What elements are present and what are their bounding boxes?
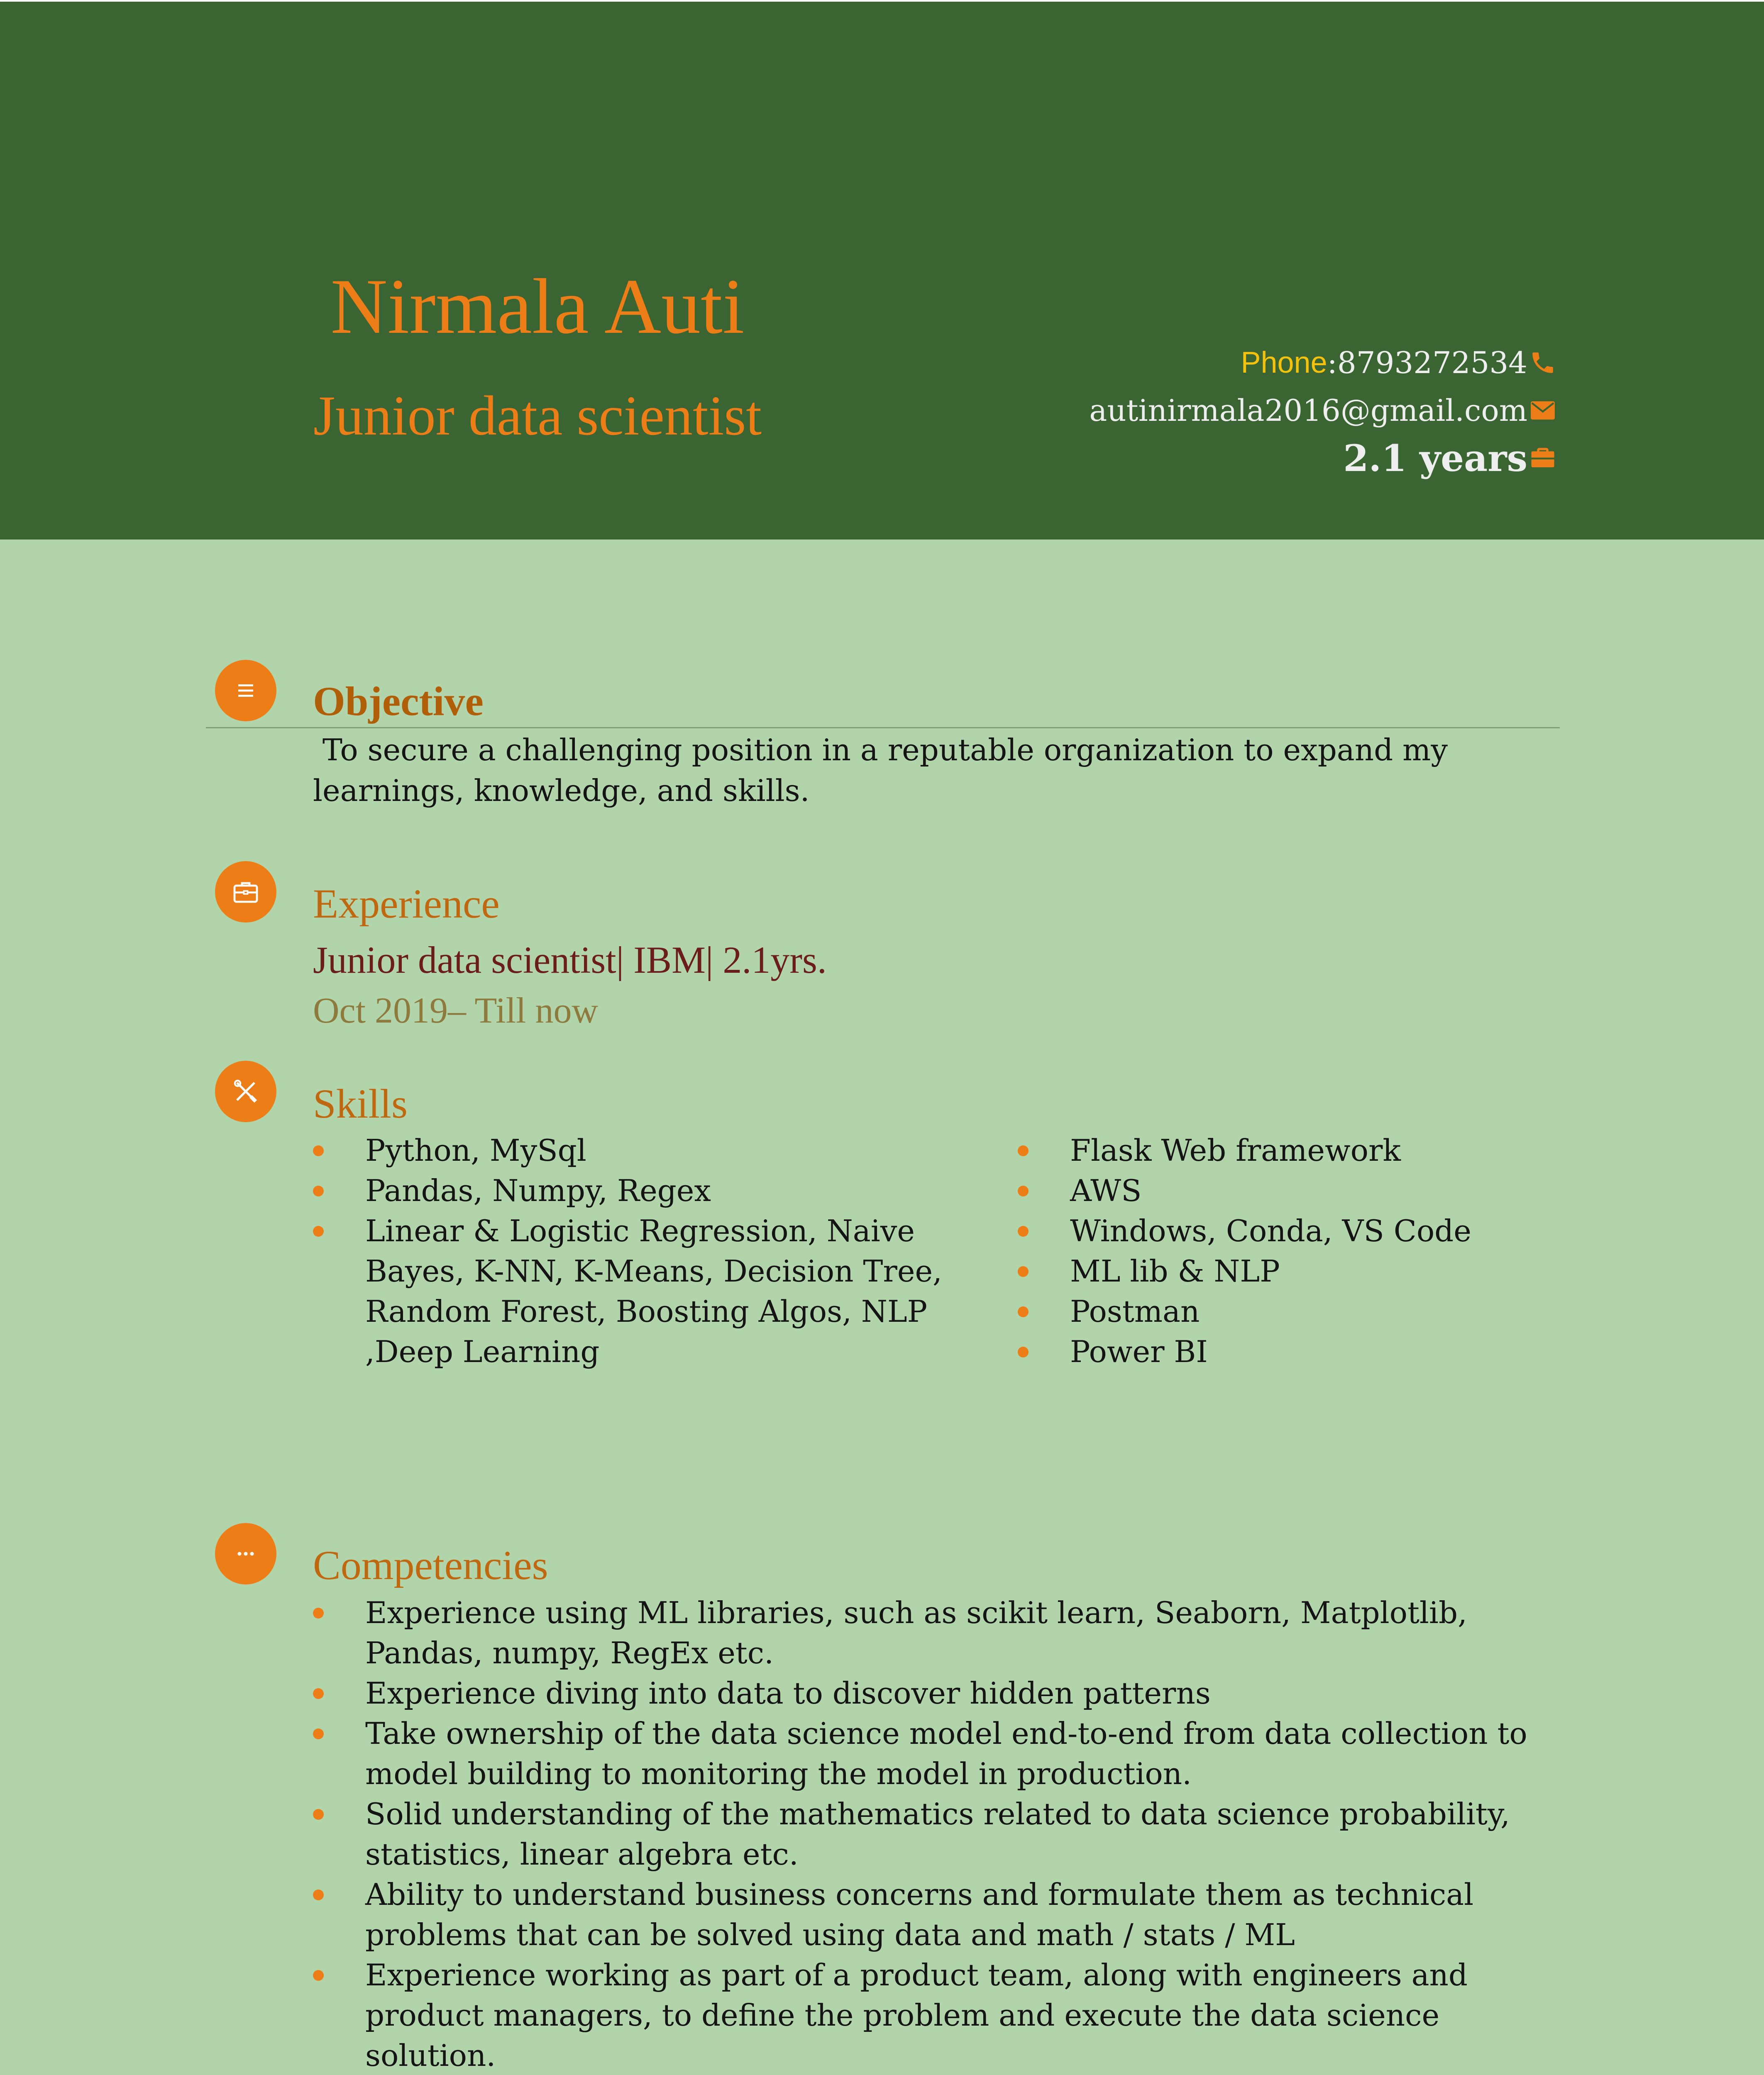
skill-item: Pandas, Numpy, Regex — [313, 1171, 960, 1211]
phone-icon — [1529, 349, 1556, 376]
competencies-heading: Competencies — [313, 1542, 548, 1588]
skill-item: Windows, Conda, VS Code — [1018, 1211, 1557, 1251]
email-line — [1089, 390, 1556, 431]
competency-item: Experience diving into data to discover hidden patterns — [313, 1673, 1562, 1714]
phone-label: Phone — [1241, 346, 1327, 379]
experience-dates: Oct 2019– Till now — [313, 991, 599, 1031]
skill-item: ML lib & NLP — [1018, 1251, 1557, 1291]
skill-item: Linear & Logistic Regression, Naive Bayes, K-NN, K-Means, Decision Tree, Random Forest, Boosting Algos, NLP ,Deep Learning — [313, 1211, 960, 1372]
objective-icon — [215, 660, 276, 721]
phone-separator: : — [1327, 345, 1337, 380]
objective-heading: Objective — [313, 678, 484, 724]
competency-item: Experience working as part of a product team, along with engineers and product managers, to define the problem and execute the data science solution. — [313, 1955, 1562, 2075]
experience-heading: Experience — [313, 881, 500, 927]
email-address[interactable]: autinirmala2016@gmail.com — [1089, 393, 1527, 428]
phone-line — [1241, 342, 1556, 383]
skills-list-right — [1018, 1130, 1557, 1372]
competencies-list — [313, 1593, 1562, 2075]
experience-years: 2.1 years — [1343, 437, 1527, 480]
skill-item: Postman — [1018, 1291, 1557, 1332]
briefcase-outline-icon — [231, 877, 261, 907]
skill-item: Flask Web framework — [1018, 1130, 1557, 1171]
competency-item: Experience using ML libraries, such as scikit learn, Seaborn, Matplotlib, Pandas, numpy, RegEx etc. — [313, 1593, 1562, 1673]
candidate-title: Junior data scientist — [313, 385, 762, 447]
skills-list-left — [313, 1130, 960, 1372]
competencies-icon — [215, 1523, 276, 1584]
experience-role: Junior data scientist| IBM| 2.1yrs. — [313, 939, 827, 981]
experience-icon — [215, 861, 276, 923]
skills-heading: Skills — [313, 1081, 408, 1127]
skill-item: AWS — [1018, 1171, 1557, 1211]
skill-item: Power BI — [1018, 1332, 1557, 1372]
objective-text-content: To secure a challenging position in a reputable organization to expand my learnings, knowledge, and skills. — [313, 732, 1448, 808]
more-dots-icon — [231, 1539, 261, 1569]
skills-icon — [215, 1061, 276, 1122]
experience-years-line — [1343, 437, 1556, 479]
skill-item: Python, MySql — [313, 1130, 960, 1171]
envelope-icon — [1529, 397, 1556, 424]
tools-icon — [231, 1077, 261, 1106]
objective-divider — [206, 727, 1560, 728]
competency-item: Ability to understand business concerns and formulate them as technical problems that can be solved using data and math / stats / ML — [313, 1875, 1562, 1955]
objective-text — [313, 730, 1558, 811]
candidate-name: Nirmala Auti — [330, 263, 745, 350]
briefcase-icon — [1529, 444, 1556, 472]
competency-item: Take ownership of the data science model end-to-end from data collection to model building to monitoring the model in production. — [313, 1714, 1562, 1794]
competency-item: Solid understanding of the mathematics related to data science probability, statistics, linear algebra etc. — [313, 1794, 1562, 1875]
list-lines-icon — [231, 676, 261, 706]
header-banner — [0, 0, 1764, 540]
phone-number[interactable]: 8793272534 — [1337, 345, 1527, 380]
